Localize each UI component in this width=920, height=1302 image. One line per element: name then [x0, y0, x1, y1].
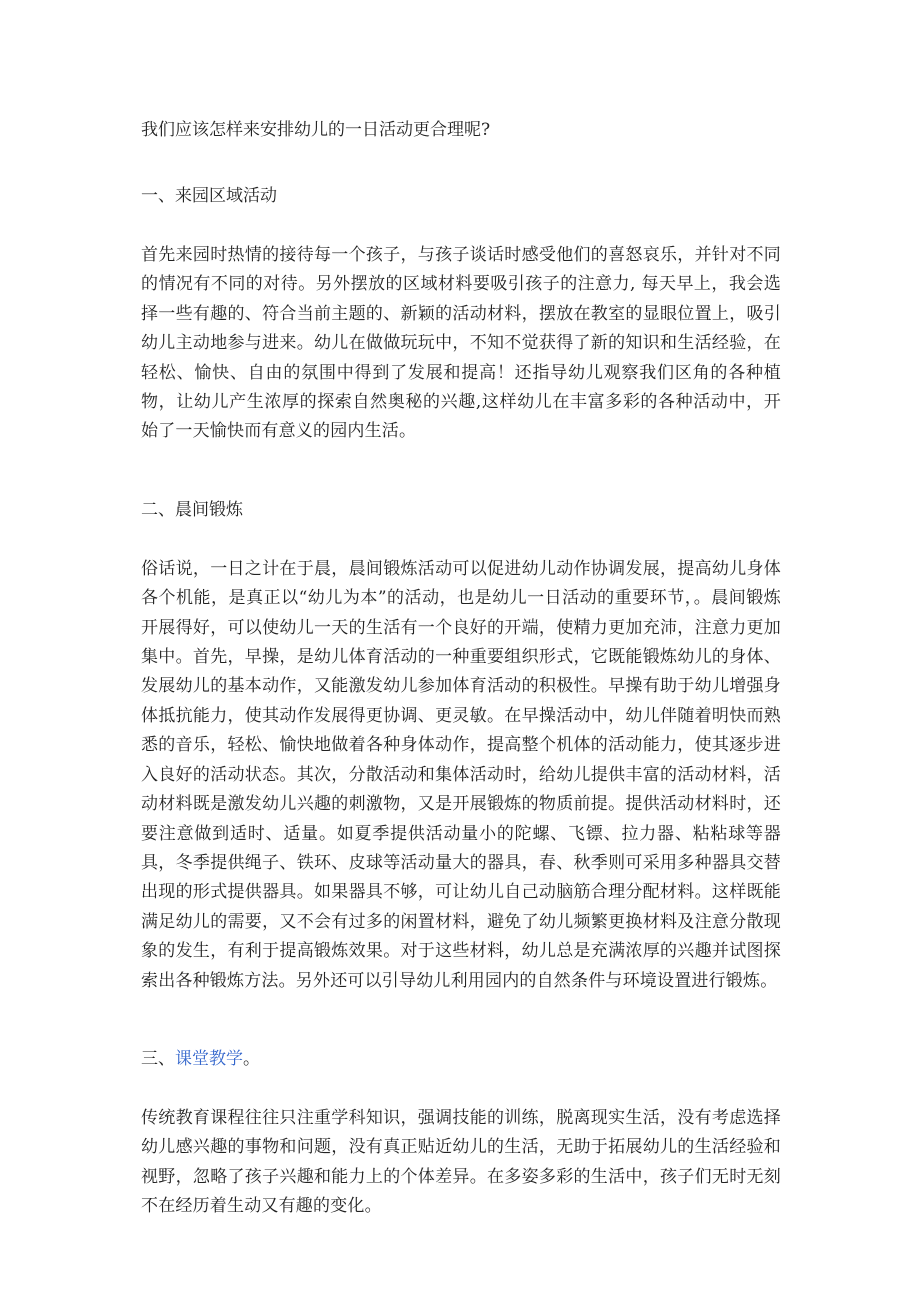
section-2-heading: 二、晨间锻炼 — [141, 499, 243, 520]
section-3-heading-suffix: 。 — [243, 1048, 260, 1069]
section-1-heading: 一、来园区域活动 — [141, 186, 277, 206]
section-3-heading — [141, 1042, 781, 1076]
document-body — [141, 113, 781, 1268]
section-1-paragraph: 首先来园时热情的接待每一个孩子，与孩子谈话时感受他们的喜怒哀乐，并针对不同的情况有不同的对待。另外摆放的区域材料要吸引孩子的注意力, 每天早上，我会选择一些有趣的、符合当前主题的、新颖的活动材料，摆放在教室的显眼位置上，吸引幼儿主动地参与进来。幼儿在做做玩玩中，不知不觉获得了新的知识和生活经验，在轻松、愉快、自由的氛围中得到了发展和提高！还指导幼儿观察我们区角的各种植物，让幼儿产生浓厚的探索自然奥秘的兴趣,这样幼儿在丰富多彩的各种活动中，开始了一天愉快而有意义的园内生活。 — [141, 245, 781, 442]
section-2-paragraph: 俗话说，一日之计在于晨，晨间锻炼活动可以促进幼儿动作协调发展，提高幼儿身体各个机能，是真正以“幼儿为本”的活动，也是幼儿一日活动的重要环节，。晨间锻炼开展得好，可以使幼儿一天的生活有一个良好的开端，使精力更加充沛，注意力更加集中。首先，早操，是幼儿体育活动的一种重要组织形式，它既能锻炼幼儿的身体、发展幼儿的基本动作，又能激发幼儿参加体育活动的积极性。早操有助于幼儿增强身体抵抗能力，使其动作发展得更协调、更灵敏。在早操活动中，幼儿伴随着明快而熟悉的音乐，轻松、愉快地做着各种身体动作，提高整个机体的活动能力，使其逐步进入良好的活动状态。其次，分散活动和集体活动时，给幼儿提供丰富的活动材料，活动材料既是激发幼儿兴趣的刺激物，又是开展锻炼的物质前提。提供活动材料时，还要注意做到适时、适量。如夏季提供活动量小的陀螺、飞镖、拉力器、粘粘球等器具，冬季提供绳子、铁环、皮球等活动量大的器具，春、秋季则可采用多种器具交替出现的形式提供器具。如果器具不够，可让幼儿自己动脑筋合理分配材料。这样既能满足幼儿的需要，又不会有过多的闲置材料，避免了幼儿频繁更换材料及注意分散现象的发生，有利于提高锻炼效果。对于这些材料，幼儿总是充满浓厚的兴趣并试图探索出各种锻炼方法。另外还可以引导幼儿利用园内的自然条件与环境设置进行锻炼。 — [141, 558, 781, 991]
section-3-heading-prefix: 三、 — [141, 1048, 175, 1069]
classroom-teaching-link[interactable]: 课堂教学 — [175, 1048, 243, 1069]
intro-question: 我们应该怎样来安排幼儿的一日活动更合理呢? — [141, 120, 491, 140]
section-3-paragraph: 传统教育课程往往只注重学科知识，强调技能的训练，脱离现实生活，没有考虑选择幼儿感兴趣的事物和问题，没有真正贴近幼儿的生活，无助于拓展幼儿的生活经验和视野，忽略了孩子兴趣和能力上的个体差异。在多姿多彩的生活中，孩子们无时无刻不在经历着生动又有趣的变化。 — [141, 1107, 781, 1217]
